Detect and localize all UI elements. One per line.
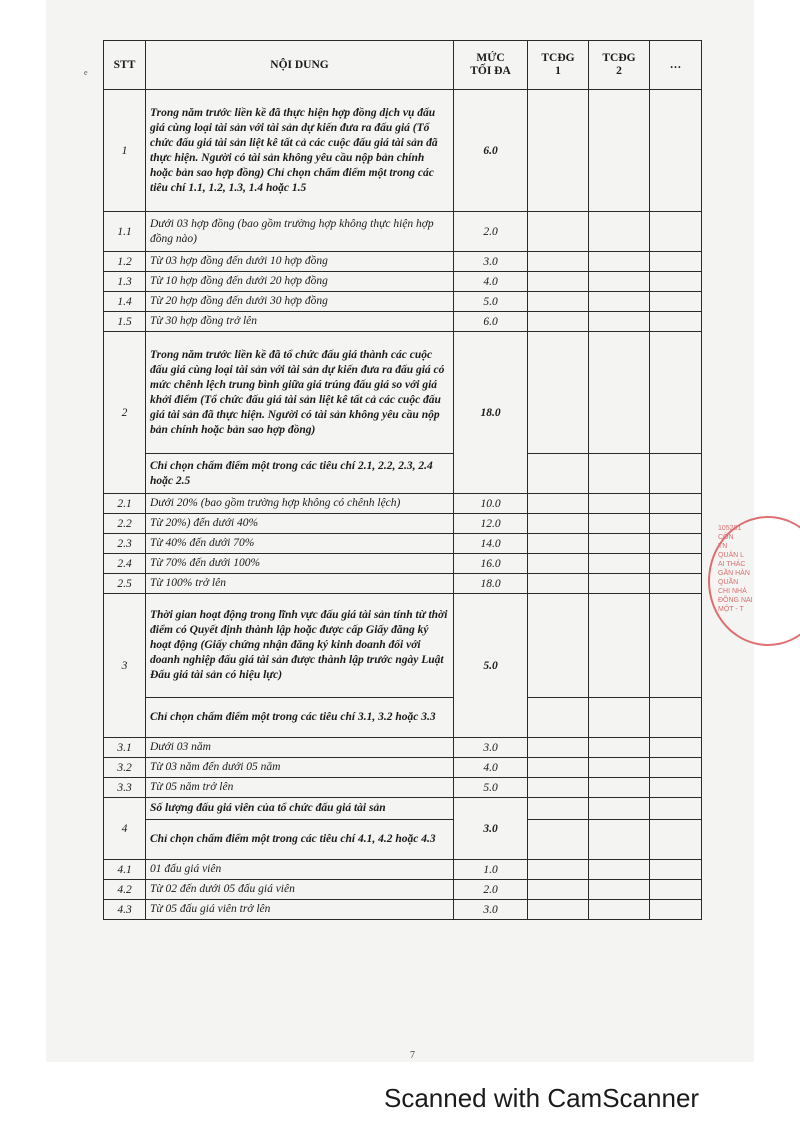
more-cell — [650, 312, 702, 332]
stamp-text: ĐỒNG NAI — [718, 597, 753, 604]
max-cell: 18.0 — [454, 574, 528, 594]
max-cell: 4.0 — [454, 272, 528, 292]
content-cell: Từ 100% trở lên — [146, 574, 454, 594]
tcdg1-cell — [528, 90, 589, 212]
tcdg2-cell — [589, 312, 650, 332]
tcdg1-cell — [528, 312, 589, 332]
stt-cell: 1.5 — [104, 312, 146, 332]
stt-cell: 2.3 — [104, 534, 146, 554]
tcdg2-cell — [589, 778, 650, 798]
stamp-text: CÔN — [718, 534, 734, 541]
tcdg2-cell — [589, 90, 650, 212]
table-row — [104, 860, 702, 880]
more-cell — [650, 332, 702, 454]
table-row — [104, 454, 702, 494]
max-cell: 14.0 — [454, 534, 528, 554]
scoring-table — [103, 40, 702, 920]
tcdg2-cell — [589, 272, 650, 292]
max-cell: 3.0 — [454, 900, 528, 920]
stt-cell: 3.1 — [104, 738, 146, 758]
table-row — [104, 758, 702, 778]
stamp-text: MỘT - T — [718, 606, 744, 613]
content-cell: 01 đấu giá viên — [146, 860, 454, 880]
content-cell: Dưới 03 hợp đồng (bao gồm trường hợp không thực hiện hợp đồng nào) — [146, 212, 454, 252]
camscanner-watermark: Scanned with CamScanner — [384, 1083, 700, 1113]
tcdg1-cell — [528, 778, 589, 798]
max-cell: 10.0 — [454, 494, 528, 514]
more-cell — [650, 252, 702, 272]
tcdg1-cell — [528, 554, 589, 574]
content-cell: Từ 40% đến dưới 70% — [146, 534, 454, 554]
content-cell: Thời gian hoạt động trong lĩnh vực đấu giá tài sản tính từ thời điểm có Quyết định thành lập hoặc được cấp Giấy đăng ký hoạt động (Giấy chứng nhận đăng ký kinh doanh đối với doanh nghiệp đấu giá tài sản được thành lập trước ngày Luật Đấu giá tài sản có hiệu lực) — [146, 594, 454, 698]
tcdg2-cell — [589, 574, 650, 594]
tcdg1-cell — [528, 332, 589, 454]
more-cell — [650, 594, 702, 698]
header-tcdg2 — [589, 41, 650, 90]
table-row — [104, 292, 702, 312]
tcdg2-cell — [589, 534, 650, 554]
tcdg2-cell — [589, 212, 650, 252]
content-note-cell: Chỉ chọn chấm điểm một trong các tiêu chí 2.1, 2.2, 2.3, 2.4 hoặc 2.5 — [146, 454, 454, 494]
tcdg2-cell — [589, 698, 650, 738]
stt-cell: 4.1 — [104, 860, 146, 880]
tcdg1-cell — [528, 272, 589, 292]
stamp-text: CHI NHÁ — [718, 588, 747, 595]
max-cell: 16.0 — [454, 554, 528, 574]
tcdg1-cell — [528, 252, 589, 272]
tcdg1-cell — [528, 292, 589, 312]
more-cell — [650, 272, 702, 292]
margin-mark: e — [84, 68, 88, 77]
header-max-line1: MỨC — [476, 52, 505, 64]
more-cell — [650, 900, 702, 920]
table-row — [104, 880, 702, 900]
more-cell — [650, 212, 702, 252]
max-cell: 3.0 — [454, 798, 528, 860]
tcdg2-cell — [589, 292, 650, 312]
table-row — [104, 738, 702, 758]
max-cell: 5.0 — [454, 778, 528, 798]
tcdg2-cell — [589, 252, 650, 272]
table-row — [104, 554, 702, 574]
more-cell — [650, 698, 702, 738]
table-row — [104, 534, 702, 554]
header-stt: STT — [104, 41, 146, 90]
more-cell — [650, 554, 702, 574]
table-header-row — [104, 41, 702, 90]
header-more: … — [650, 41, 702, 90]
content-note-cell: Chỉ chọn chấm điểm một trong các tiêu chí 3.1, 3.2 hoặc 3.3 — [146, 698, 454, 738]
header-max — [454, 41, 528, 90]
content-cell: Trong năm trước liền kề đã tổ chức đấu giá thành các cuộc đấu giá cùng loại tài sản với tài sản dự kiến đưa ra đấu giá có mức chênh lệch trung bình giữa giá trúng đấu giá so với giá khởi điểm (Tổ chức đấu giá tài sản liệt kê tất cả các cuộc đấu giá tài sản đã thực hiện. Người có tài sản không yêu cầu nộp bản chính hoặc bản sao hợp đồng) — [146, 332, 454, 454]
table-row — [104, 494, 702, 514]
header-tcdg2-line1: TCĐG — [602, 52, 636, 64]
table-row — [104, 594, 702, 698]
stt-cell: 3.2 — [104, 758, 146, 778]
tcdg2-cell — [589, 798, 650, 820]
table-row — [104, 312, 702, 332]
table-row — [104, 252, 702, 272]
content-cell: Từ 05 năm trở lên — [146, 778, 454, 798]
tcdg1-cell — [528, 860, 589, 880]
stt-cell: 3.3 — [104, 778, 146, 798]
tcdg1-cell — [528, 900, 589, 920]
tcdg2-cell — [589, 332, 650, 454]
max-cell: 5.0 — [454, 292, 528, 312]
tcdg1-cell — [528, 454, 589, 494]
tcdg1-cell — [528, 880, 589, 900]
content-cell: Từ 70% đến dưới 100% — [146, 554, 454, 574]
content-cell: Dưới 03 năm — [146, 738, 454, 758]
tcdg2-cell — [589, 494, 650, 514]
max-cell: 12.0 — [454, 514, 528, 534]
tcdg1-cell — [528, 494, 589, 514]
header-tcdg1 — [528, 41, 589, 90]
scoring-table-container — [103, 40, 701, 920]
stt-cell: 1 — [104, 90, 146, 212]
tcdg1-cell — [528, 574, 589, 594]
table-row — [104, 212, 702, 252]
tcdg2-cell — [589, 860, 650, 880]
table-row — [104, 820, 702, 860]
more-cell — [650, 758, 702, 778]
tcdg1-cell — [528, 594, 589, 698]
content-cell: Số lượng đấu giá viên của tổ chức đấu giá tài sản — [146, 798, 454, 820]
table-row — [104, 798, 702, 820]
content-cell: Trong năm trước liền kề đã thực hiện hợp đồng dịch vụ đấu giá cùng loại tài sản với tài sản dự kiến đưa ra đấu giá (Tổ chức đấu giá tài sản liệt kê tất cả các cuộc đấu giá tài sản đã thực hiện. Người có tài sản không yêu cầu nộp bản chính hoặc bản sao hợp đồng) Chỉ chọn chấm điểm một trong các tiêu chí 1.1, 1.2, 1.3, 1.4 hoặc 1.5 — [146, 90, 454, 212]
stt-cell: 2 — [104, 332, 146, 494]
max-cell: 6.0 — [454, 90, 528, 212]
max-cell: 3.0 — [454, 252, 528, 272]
header-content: NỘI DUNG — [146, 41, 454, 90]
content-cell: Từ 03 hợp đồng đến dưới 10 hợp đồng — [146, 252, 454, 272]
header-max-line2: TỐI ĐA — [470, 65, 511, 77]
max-cell: 2.0 — [454, 880, 528, 900]
stt-cell: 1.4 — [104, 292, 146, 312]
header-tcdg1-line2: 1 — [555, 65, 561, 77]
tcdg1-cell — [528, 534, 589, 554]
tcdg2-cell — [589, 758, 650, 778]
stt-cell: 1.2 — [104, 252, 146, 272]
max-cell: 4.0 — [454, 758, 528, 778]
content-cell: Từ 05 đấu giá viên trở lên — [146, 900, 454, 920]
more-cell — [650, 820, 702, 860]
table-row — [104, 90, 702, 212]
tcdg2-cell — [589, 820, 650, 860]
tcdg1-cell — [528, 820, 589, 860]
stt-cell: 3 — [104, 594, 146, 738]
content-note-cell: Chỉ chọn chấm điểm một trong các tiêu chí 4.1, 4.2 hoặc 4.3 — [146, 820, 454, 860]
more-cell — [650, 778, 702, 798]
tcdg1-cell — [528, 212, 589, 252]
stamp-text: QUẦN — [718, 579, 739, 586]
tcdg1-cell — [528, 798, 589, 820]
more-cell — [650, 514, 702, 534]
more-cell — [650, 534, 702, 554]
max-cell: 6.0 — [454, 312, 528, 332]
table-row — [104, 698, 702, 738]
content-cell: Từ 10 hợp đồng đến dưới 20 hợp đồng — [146, 272, 454, 292]
tcdg2-cell — [589, 554, 650, 574]
header-tcdg2-line2: 2 — [616, 65, 622, 77]
max-cell: 18.0 — [454, 332, 528, 494]
more-cell — [650, 798, 702, 820]
tcdg2-cell — [589, 880, 650, 900]
stt-cell: 2.1 — [104, 494, 146, 514]
max-cell: 3.0 — [454, 738, 528, 758]
stt-cell: 1.3 — [104, 272, 146, 292]
stt-cell: 1.1 — [104, 212, 146, 252]
table-row — [104, 574, 702, 594]
more-cell — [650, 494, 702, 514]
more-cell — [650, 454, 702, 494]
more-cell — [650, 738, 702, 758]
tcdg1-cell — [528, 738, 589, 758]
table-row — [104, 778, 702, 798]
tcdg1-cell — [528, 514, 589, 534]
tcdg1-cell — [528, 698, 589, 738]
stt-cell: 4.3 — [104, 900, 146, 920]
table-row — [104, 272, 702, 292]
stamp-text: 105281 — [718, 525, 742, 532]
content-cell: Dưới 20% (bao gồm trường hợp không có chênh lệch) — [146, 494, 454, 514]
more-cell — [650, 860, 702, 880]
stt-cell: 2.4 — [104, 554, 146, 574]
stamp-text: TN — [718, 543, 728, 550]
max-cell: 1.0 — [454, 860, 528, 880]
stt-cell: 2.5 — [104, 574, 146, 594]
content-cell: Từ 30 hợp đồng trở lên — [146, 312, 454, 332]
stt-cell: 4.2 — [104, 880, 146, 900]
header-tcdg1-line1: TCĐG — [541, 52, 575, 64]
max-cell: 2.0 — [454, 212, 528, 252]
tcdg2-cell — [589, 514, 650, 534]
stt-cell: 2.2 — [104, 514, 146, 534]
more-cell — [650, 292, 702, 312]
stamp-text: GẦN HÀN — [718, 570, 750, 577]
more-cell — [650, 90, 702, 212]
stamp-text: QUẢN L — [718, 552, 745, 559]
stamp-text: AI THÁC — [718, 561, 746, 568]
table-row — [104, 900, 702, 920]
more-cell — [650, 880, 702, 900]
page-number: 7 — [410, 1050, 415, 1061]
stt-cell: 4 — [104, 798, 146, 860]
tcdg2-cell — [589, 594, 650, 698]
more-cell — [650, 574, 702, 594]
table-row — [104, 332, 702, 454]
tcdg2-cell — [589, 738, 650, 758]
tcdg2-cell — [589, 900, 650, 920]
content-cell: Từ 02 đến dưới 05 đấu giá viên — [146, 880, 454, 900]
content-cell: Từ 20%) đến dưới 40% — [146, 514, 454, 534]
content-cell: Từ 03 năm đến dưới 05 năm — [146, 758, 454, 778]
table-row — [104, 514, 702, 534]
content-cell: Từ 20 hợp đồng đến dưới 30 hợp đồng — [146, 292, 454, 312]
tcdg2-cell — [589, 454, 650, 494]
tcdg1-cell — [528, 758, 589, 778]
max-cell: 5.0 — [454, 594, 528, 738]
